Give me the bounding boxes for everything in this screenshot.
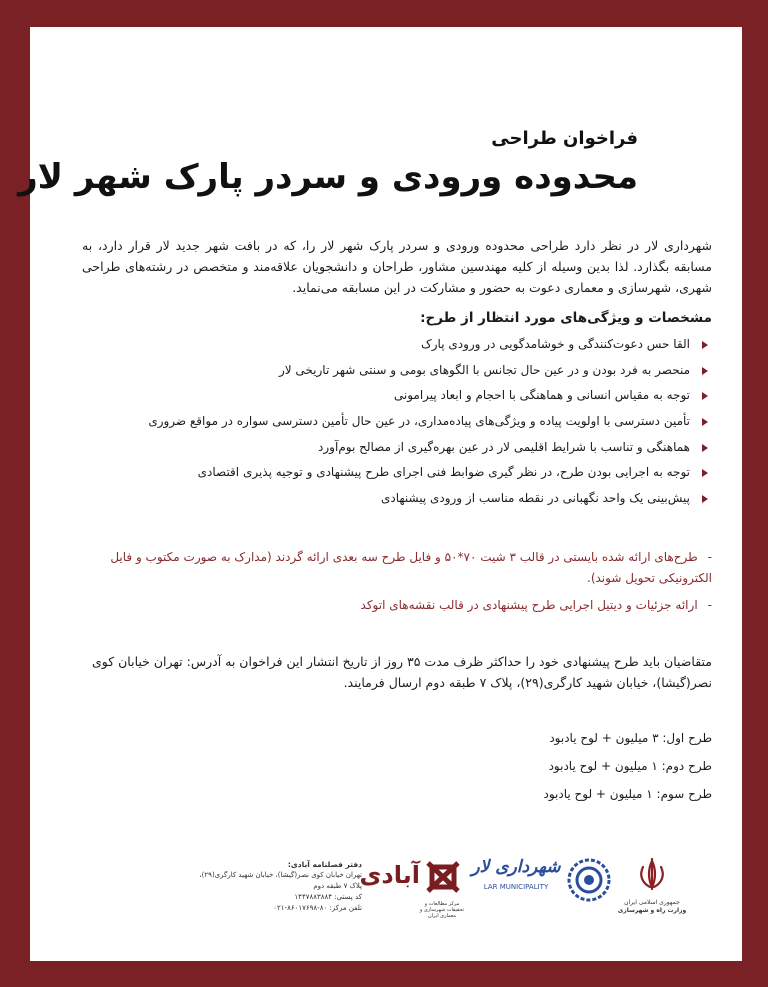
- lar-municipality-logo: [470, 857, 562, 891]
- geometric-knot-icon: [420, 857, 466, 897]
- lar-rosette-icon: [566, 857, 612, 903]
- submission-deadline-paragraph: متقاضیان باید طرح پیشنهادی خود را حداکثر ظرف مدت ۳۵ روز از تاریخ انتشار این فراخوان به آدرس: تهران خیابان کوی نصر(گیشا)، خیابان شهید کارگری(۲۹)، پلاک ۷ طبقه دوم ارسال فرمایند.: [91, 654, 712, 690]
- dash-marker: -: [707, 598, 712, 612]
- contact-info: [187, 859, 362, 914]
- abadi-wordmark: آبادی: [359, 861, 420, 889]
- iran-emblem-icon: [617, 857, 687, 895]
- triangle-bullet-icon: [702, 469, 708, 477]
- spec-item: [72, 412, 712, 438]
- call-for-design-poster: [18, 27, 742, 961]
- lar-circle-logo: [566, 857, 612, 907]
- poster-headline: محدوده ورودی و سردر پارک شهر لار: [18, 157, 638, 197]
- spec-item: [72, 438, 712, 464]
- poster-kicker: فراخوان طراحی: [491, 128, 638, 149]
- spec-item-text: هماهنگی و تناسب با شرایط اقلیمی لار در عین بهره‌گیری از مصالح بوم‌آورد: [318, 439, 690, 454]
- spec-item: [72, 361, 712, 387]
- spec-item: [72, 335, 712, 361]
- triangle-bullet-icon: [702, 418, 708, 426]
- prize-second: طرح دوم: ۱ میلیون + لوح یادبود: [548, 759, 712, 773]
- prize-first: طرح اول: ۳ میلیون + لوح یادبود: [549, 731, 712, 745]
- research-center-caption: مرکز مطالعات و تحقیقات شهرسازی و معماری ایران: [419, 901, 465, 919]
- research-center-logo: [418, 857, 466, 919]
- requirement-item: [62, 547, 712, 589]
- spec-item-text: توجه به مقیاس انسانی و هماهنگی با احجام و ابعاد پیرامونی: [393, 388, 690, 403]
- contact-phone: تلفن مرکز: ۸۰-۸۶۰۱۷۶۹۸-۰۲۱: [273, 904, 362, 912]
- triangle-bullet-icon: [702, 495, 708, 503]
- dash-marker: -: [707, 550, 712, 564]
- contact-postal-code: کد پستی: ۱۴۴۷۸۸۳۸۸۴: [294, 893, 362, 901]
- footer: [30, 847, 742, 927]
- intro-paragraph: شهرداری لار در نظر دارد طراحی محدوده ورودی و سردر پارک شهر لار را، که در بافت شهر جدید لار قرار دارد، به مسابقه بگذارد. لذا بدین وسیله از کلیه مهندسین مشاور، طراحان و دانشجویان علاقه‌مند و متخصص در رشته‌های طراحی شهری، شهرسازی و معماری دعوت به حضور و مشارکت در این مسابقه می‌نماید.: [82, 238, 712, 295]
- lar-municipality-fa: شهرداری لار: [471, 857, 561, 877]
- ministry-logo: [617, 857, 687, 915]
- specs-title: مشخصات و ویژگی‌های مورد انتظار از طرح:: [420, 310, 712, 326]
- spec-item: [72, 463, 712, 489]
- abadi-logo: [359, 861, 420, 889]
- triangle-bullet-icon: [702, 367, 708, 375]
- triangle-bullet-icon: [702, 341, 708, 349]
- specs-list: [72, 335, 712, 515]
- requirement-text: ارائه جزئیات و دیتیل اجرایی طرح پیشنهادی در قالب نقشه‌های اتوکد: [360, 598, 698, 612]
- requirement-item: [62, 595, 712, 616]
- contact-address: تهران خیابان کوی نصر(گیشا)، خیابان شهید کارگری(۲۹)، پلاک ۷ طبقه دوم: [199, 871, 362, 890]
- spec-item-text: توجه به اجرایی بودن طرح، در نظر گیری ضوابط فنی اجرای طرح پیشنهادی و توجیه پذیری اقتصادی: [197, 465, 690, 480]
- triangle-bullet-icon: [702, 392, 708, 400]
- triangle-bullet-icon: [702, 444, 708, 452]
- prize-third: طرح سوم: ۱ میلیون + لوح یادبود: [543, 787, 712, 801]
- spec-item-text: تأمین دسترسی با اولویت پیاده و ویژگی‌های پیاده‌مداری، در عین حال تأمین دسترسی سواره در مواقع ضروری: [148, 414, 690, 429]
- ministry-caption-1: جمهوری اسلامی ایران: [624, 899, 680, 906]
- requirement-text: طرح‌های ارائه شده بایستی در قالب ۳ شیت ۷۰*۵۰ و فایل طرح سه بعدی ارائه گردند (مدارک به صورت مکتوب و فایل الکترونیکی تحویل شوند).: [110, 550, 712, 585]
- spec-item: [72, 489, 712, 515]
- spec-item-text: منحصر به فرد بودن و در عین حال تجانس با الگوهای بومی و سنتی شهر تاریخی لار: [278, 362, 690, 377]
- contact-title: دفتر فصلنامه آبادی:: [287, 860, 362, 869]
- spec-item: [72, 386, 712, 412]
- ministry-caption-2: وزارت راه و شهرسازی: [617, 907, 687, 914]
- spec-item-text: پیش‌بینی یک واحد نگهبانی در نقطه مناسب از ورودی پیشنهادی: [380, 491, 690, 506]
- lar-municipality-en: LAR MUNICIPALITY: [483, 883, 549, 891]
- spec-item-text: القا حس دعوت‌کنندگی و خوشامدگویی در ورودی پارک: [421, 337, 690, 351]
